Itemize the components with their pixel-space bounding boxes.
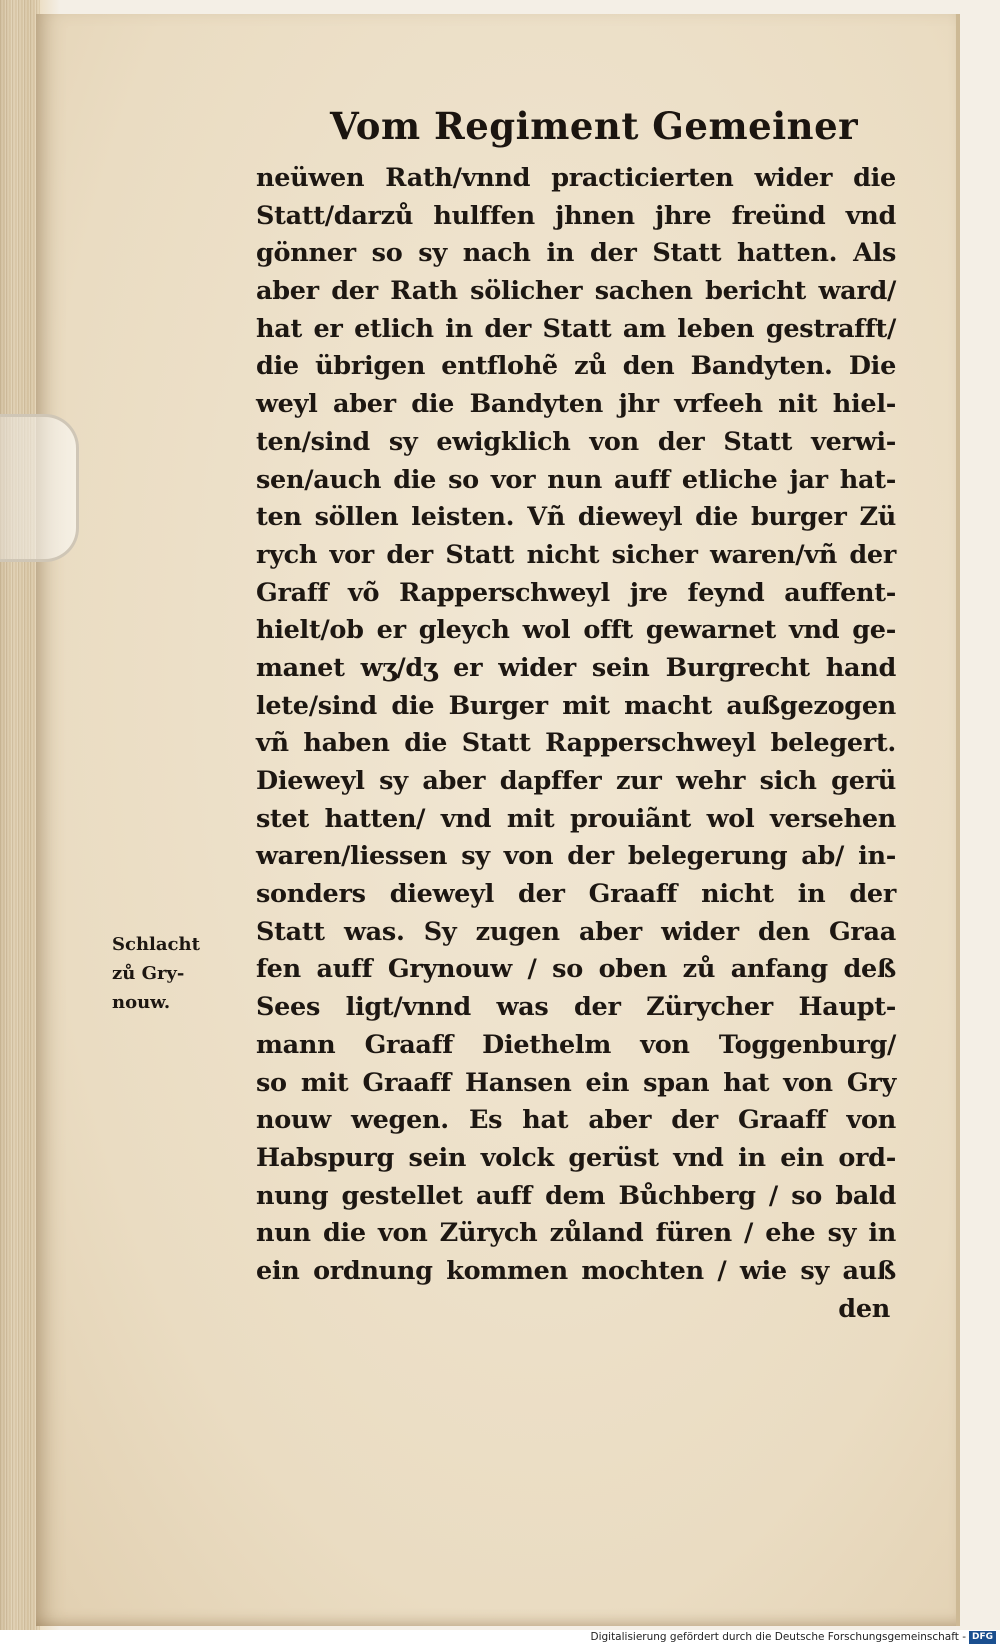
- catchword: den: [838, 1293, 890, 1324]
- margin-note: [112, 930, 232, 1017]
- page-edges: [0, 0, 40, 1646]
- text-line: sen/auch die so vor nun auff etliche jar hat-: [256, 464, 896, 495]
- text-line: sonders dieweyl der Graaff nicht in der: [256, 879, 896, 910]
- text-line: die übrigen entflohẽ zů den Bandyten. Die: [256, 351, 896, 382]
- text-line: lete/sind die Burger mit macht außgezogen: [256, 690, 896, 721]
- text-line: Graff võ Rapperschweyl jre feynd auffent-: [256, 577, 896, 608]
- text-line: ein ordnung kommen mochten / wie sy auß: [256, 1255, 896, 1286]
- text-line: Dieweyl sy aber dapffer zur wehr sich gerü: [256, 766, 896, 796]
- page-clip: [0, 414, 79, 562]
- text-line: hat er etlich in der Statt am leben gestrafft/: [256, 313, 896, 344]
- text-line: Habspurg sein volck gerüst vnd in ein ord-: [256, 1142, 896, 1173]
- text-line: waren/liessen sy von der belegerung ab/ in-: [256, 841, 896, 872]
- text-line: manet wʒ/dʒ er wider sein Burgrecht hand: [256, 652, 896, 683]
- running-head: Vom Regiment Gemeiner: [330, 104, 859, 148]
- text-line: hielt/ob er gleych wol offt gewarnet vnd ge-: [256, 615, 896, 646]
- text-line: fen auff Grynouw / so oben zů anfang deß: [256, 954, 896, 985]
- text-line: Sees ligt/vnnd was der Zürycher Haupt-: [256, 992, 896, 1023]
- text-line: Statt was. Sy zugen aber wider den Graa: [256, 916, 896, 947]
- funding-credit: Digitalisierung gefördert durch die Deutsche Forschungsgemeinschaft -: [590, 1631, 966, 1643]
- text-line: Statt/darzů hulffen jhnen jhre freünd vnd: [256, 200, 896, 231]
- text-line: rych vor der Statt nicht sicher waren/vñ der: [256, 539, 896, 570]
- text-line: so mit Graaff Hansen ein span hat von Gry: [256, 1067, 896, 1098]
- body-text: [256, 160, 896, 1328]
- text-line: nung gestellet auff dem Bůchberg / so bald: [256, 1180, 896, 1211]
- margin-note-line: nouw.: [112, 992, 171, 1013]
- margin-note-line: zů Gry-: [112, 963, 185, 984]
- margin-note-line: Schlacht: [112, 934, 200, 955]
- text-line: stet hatten/ vnd mit prouiãnt wol versehen: [256, 803, 896, 834]
- text-line: vñ haben die Statt Rapperschweyl belegert.: [256, 728, 896, 759]
- text-line: neüwen Rath/vnnd practicierten wider die: [256, 163, 896, 193]
- text-line: gönner so sy nach in der Statt hatten. Als: [256, 238, 896, 269]
- text-line: weyl aber die Bandyten jhr vrfeeh nit hiel-: [256, 389, 896, 420]
- text-line: ten söllen leisten. Vñ dieweyl die burger Zü: [256, 502, 896, 533]
- dfg-logo: DFG: [969, 1631, 996, 1644]
- text-line: nouw wegen. Es hat aber der Graaff von: [256, 1105, 896, 1136]
- text-line: aber der Rath sölicher sachen bericht ward/: [256, 276, 896, 307]
- text-line: nun die von Zürych zůland füren / ehe sy in: [256, 1218, 896, 1249]
- text-line: ten/sind sy ewigklich von der Statt verwi-: [256, 426, 896, 457]
- text-line: mann Graaff Diethelm von Toggenburg/: [256, 1029, 896, 1060]
